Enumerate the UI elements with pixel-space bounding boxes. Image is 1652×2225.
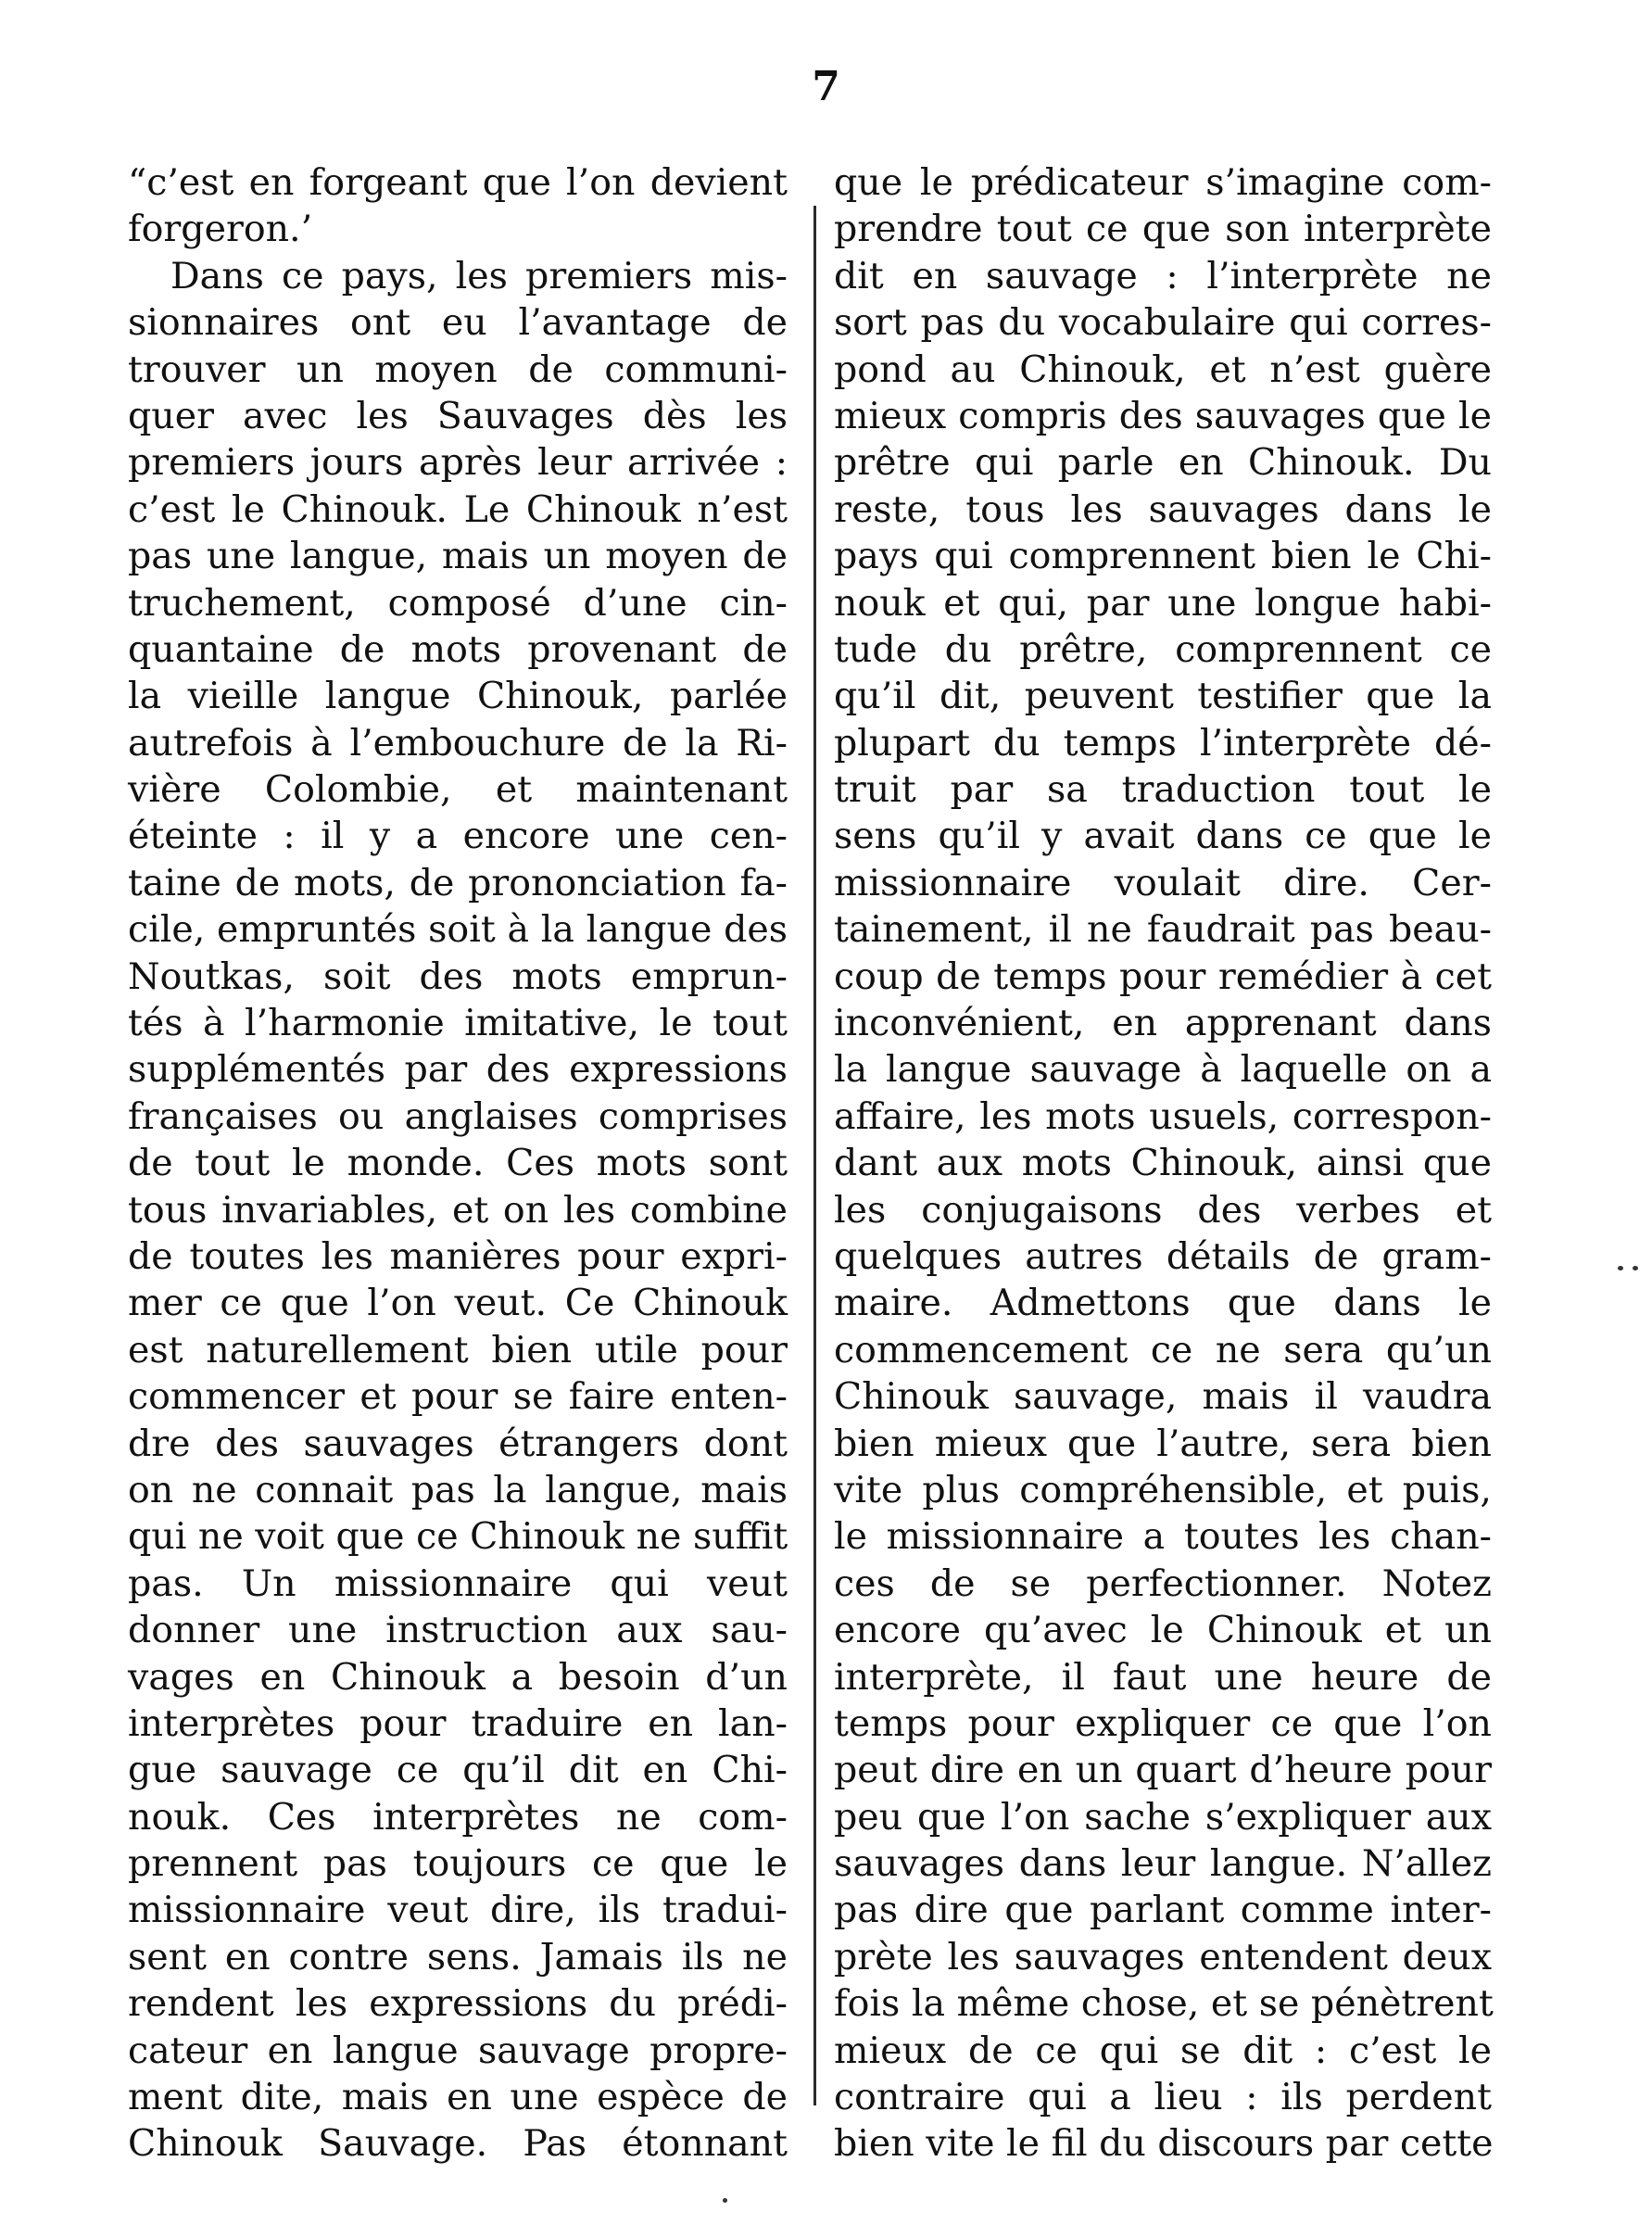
text-line: quer avec les Sauvages dès les [128, 394, 788, 437]
text-line: tés à l’harmonie imitative, le tout [128, 1002, 788, 1045]
text-line: tude du prêtre, comprennent ce [834, 627, 1492, 671]
text-line: éteinte : il y a encore une cen- [128, 815, 788, 858]
text-line: le missionnaire a toutes les chan- [834, 1515, 1492, 1559]
text-line: affaire, les mots usuels, correspon- [834, 1094, 1492, 1138]
text-line: de tout le monde. Ces mots sont [128, 1142, 788, 1185]
text-line: tous invariables, et on les combine [128, 1188, 788, 1232]
text-line: coup de temps pour remédier à cet [834, 954, 1492, 998]
text-line: cile, empruntés soit à la langue des [128, 908, 788, 952]
text-line: temps pour expliquer ce que l’on [834, 1701, 1492, 1745]
text-line: cateur en langue sauvage propre- [128, 2029, 788, 2072]
text-line: que le prédicateur s’imagine com- [834, 161, 1492, 204]
text-line: truchement, composé d’une cin- [128, 581, 788, 625]
text-line: premiers jours après leur arrivée : [128, 441, 788, 485]
text-line: nouk et qui, par une longue habi- [834, 581, 1492, 625]
text-line: forgeron.’ [128, 208, 313, 251]
text-line: peu que l’on sache s’expliquer aux [834, 1795, 1492, 1839]
text-line: de toutes les manières pour expri- [128, 1234, 788, 1278]
text-line: quantaine de mots provenant de [128, 627, 788, 671]
text-line: ces de se perfectionner. Notez [834, 1561, 1492, 1605]
page-number: 7 [812, 63, 840, 110]
text-line: sauvages dans leur langue. N’allez [834, 1842, 1492, 1886]
margin-speck [1618, 1266, 1623, 1271]
text-line: pond au Chinouk, et n’est guère [834, 348, 1492, 391]
text-line: on ne connait pas la langue, mais [128, 1468, 788, 1511]
left-text-column [128, 159, 788, 2168]
text-line: supplémentés par des expressions [128, 1048, 788, 1092]
text-line: contraire qui a lieu : ils perdent [834, 2076, 1492, 2119]
text-line: tainement, il ne faudrait pas beau- [834, 908, 1492, 952]
text-line: pas dire que parlant comme inter- [834, 1889, 1492, 1932]
text-line: encore qu’avec le Chinouk et un [834, 1609, 1492, 1652]
text-line: pays qui comprennent bien le Chi- [834, 535, 1492, 578]
text-line: nouk. Ces interprètes ne com- [128, 1795, 788, 1839]
text-line: quelques autres détails de gram- [834, 1234, 1492, 1278]
text-line: la vieille langue Chinouk, parlée [128, 675, 788, 718]
text-line: vages en Chinouk a besoin d’un [128, 1655, 788, 1699]
text-line: plupart du temps l’interprète dé- [834, 721, 1492, 765]
text-line: peut dire en un quart d’heure pour [834, 1749, 1492, 1792]
text-line: françaises ou anglaises comprises [128, 1094, 788, 1138]
text-line: c’est le Chinouk. Le Chinouk n’est [128, 487, 788, 531]
text-line: sens qu’il y avait dans ce que le [834, 815, 1492, 858]
text-line: pas une langue, mais un moyen de [128, 535, 788, 578]
text-line: “c’est en forgeant que l’on devient [128, 161, 788, 204]
column-divider [813, 206, 816, 2105]
text-line: fois la même chose, et se pénètrent [834, 1982, 1494, 2026]
text-line: mieux compris des sauvages que le [834, 394, 1492, 437]
text-line: est naturellement bien utile pour [128, 1328, 788, 1372]
text-line: sionnaires ont eu l’avantage de [128, 301, 788, 345]
text-line: ment dite, mais en une espèce de [128, 2076, 788, 2119]
text-line: missionnaire veut dire, ils tradui- [128, 1889, 788, 1932]
text-line: missionnaire voulait dire. Cer- [834, 861, 1492, 904]
text-line: Dans ce pays, les premiers mis- [170, 254, 788, 297]
text-line: prêtre qui parle en Chinouk. Du [834, 441, 1492, 485]
text-line: sent en contre sens. Jamais ils ne [128, 1935, 788, 1978]
text-line: taine de mots, de prononciation fa- [128, 861, 788, 904]
right-text-column [834, 159, 1492, 2168]
text-line: sort pas du vocabulaire qui corres- [834, 301, 1492, 345]
text-line: commencer et pour se faire enten- [128, 1375, 788, 1419]
text-line: donner une instruction aux sau- [128, 1609, 788, 1652]
text-line: commencement ce ne sera qu’un [834, 1328, 1492, 1372]
text-line: dit en sauvage : l’interprète ne [834, 254, 1492, 297]
text-line: reste, tous les sauvages dans le [834, 487, 1492, 531]
text-line: inconvénient, en apprenant dans [834, 1002, 1492, 1045]
text-line: prennent pas toujours ce que le [128, 1842, 788, 1886]
text-line: dre des sauvages étrangers dont [128, 1422, 788, 1465]
text-line: mer ce que l’on veut. Ce Chinouk [128, 1282, 788, 1325]
text-line: Chinouk sauvage, mais il vaudra [834, 1375, 1492, 1419]
text-line: truit par sa traduction tout le [834, 768, 1492, 812]
text-line: dant aux mots Chinouk, ainsi que [834, 1142, 1492, 1185]
text-line: Chinouk Sauvage. Pas étonnant [128, 2122, 788, 2166]
text-line: bien mieux que l’autre, sera bien [834, 1422, 1492, 1465]
text-line: mieux de ce qui se dit : c’est le [834, 2029, 1492, 2072]
text-line: Noutkas, soit des mots emprun- [128, 954, 788, 998]
text-line: rendent les expressions du prédi- [128, 1982, 788, 2026]
text-line: interprète, il faut une heure de [834, 1655, 1492, 1699]
text-line: qu’il dit, peuvent testifier que la [834, 675, 1492, 718]
text-line: pas. Un missionnaire qui veut [128, 1561, 788, 1605]
text-line: prendre tout ce que son interprète [834, 208, 1492, 251]
footer-speck [723, 2198, 727, 2203]
text-line: gue sauvage ce qu’il dit en Chi- [128, 1749, 788, 1792]
text-line: bien vite le fil du discours par cette [834, 2122, 1494, 2166]
text-line: vite plus compréhensible, et puis, [834, 1468, 1492, 1511]
text-line: vière Colombie, et maintenant [128, 768, 788, 812]
text-line: maire. Admettons que dans le [834, 1282, 1492, 1325]
text-line: qui ne voit que ce Chinouk ne suffit [128, 1515, 788, 1559]
text-line: trouver un moyen de communi- [128, 348, 788, 391]
margin-speck [1633, 1266, 1638, 1271]
text-line: les conjugaisons des verbes et [834, 1188, 1492, 1232]
text-line: prète les sauvages entendent deux [834, 1935, 1492, 1978]
text-line: autrefois à l’embouchure de la Ri- [128, 721, 788, 765]
text-line: interprètes pour traduire en lan- [128, 1701, 788, 1745]
text-line: la langue sauvage à laquelle on a [834, 1048, 1492, 1092]
